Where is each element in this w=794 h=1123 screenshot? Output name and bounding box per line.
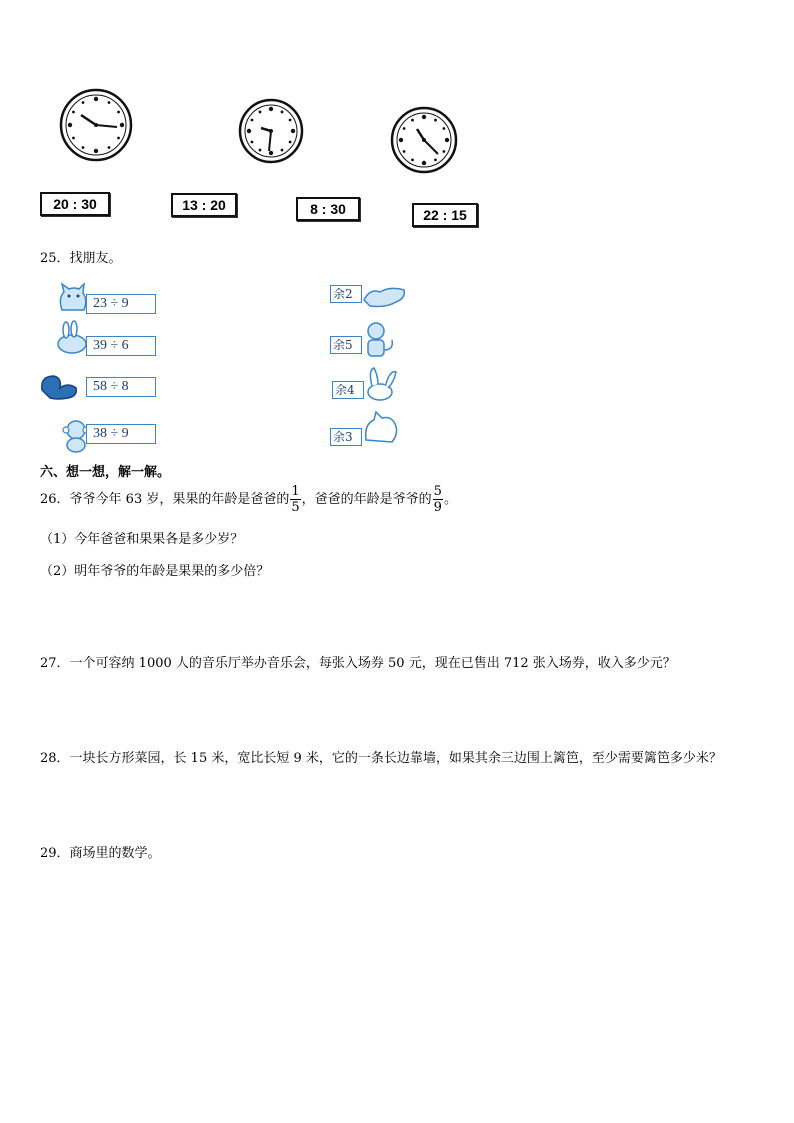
question-28-text: 28．一块长方形菜园，长 15 米，宽比长短 9 米，它的一条长边靠墙，如果其余三边围上篱笆，至少需要篱笆多少米？ xyxy=(40,751,722,766)
clock-tick xyxy=(68,123,72,127)
clock-tick xyxy=(411,119,414,122)
question-26-part3: 。 xyxy=(443,492,457,507)
time-label-2: 13 : 20 xyxy=(171,193,237,217)
clock-3 xyxy=(390,106,458,174)
rabbit-right-icon xyxy=(360,366,400,404)
remainder-card-2: 余5 xyxy=(330,336,362,354)
clock-tick xyxy=(259,111,262,114)
clock-tick xyxy=(281,111,284,114)
remainder-card-4: 余3 xyxy=(330,428,362,446)
clock-tick xyxy=(251,119,254,122)
clock-2 xyxy=(238,98,304,164)
clock-tick xyxy=(443,127,446,130)
clock-tick xyxy=(120,123,124,127)
clock-tick xyxy=(289,141,292,144)
clock-tick xyxy=(403,127,406,130)
clock-tick xyxy=(269,107,273,111)
time-label-1: 20 : 30 xyxy=(40,192,110,216)
remainder-card-3: 余4 xyxy=(332,381,364,399)
remainder-card-1: 余2 xyxy=(330,285,362,303)
squirrel-right-icon xyxy=(360,282,410,312)
clock-tick xyxy=(289,119,292,122)
clock-tick xyxy=(72,137,75,140)
clock-tick xyxy=(434,119,437,122)
question-29-text: 29．商场里的数学。 xyxy=(40,846,161,861)
clock-tick xyxy=(403,150,406,153)
clock-tick xyxy=(434,159,437,162)
clock-tick xyxy=(108,146,111,149)
section-6-heading: 六、想一想，解一解。 xyxy=(40,465,171,480)
clock-tick xyxy=(281,149,284,152)
clock-tick xyxy=(422,161,426,165)
question-27-text: 27．一个可容纳 1000 人的音乐厅举办音乐会，每张入场券 50 元，现在已售出 712 张入场券，收入多少元？ xyxy=(40,656,676,671)
division-card-3: 58 ÷ 8 xyxy=(86,377,156,397)
clock-tick xyxy=(247,129,251,133)
squirrel-icon xyxy=(38,370,82,404)
clock-tick xyxy=(422,115,426,119)
clock-tick xyxy=(94,149,98,153)
question-26-part2: ，爸爸的年龄是爷爷的 xyxy=(301,492,432,507)
time-label-4: 22 : 15 xyxy=(412,203,478,227)
clock-tick xyxy=(117,111,120,114)
clock-tick xyxy=(72,111,75,114)
division-card-4: 38 ÷ 9 xyxy=(86,424,156,444)
clock-tick xyxy=(445,138,449,142)
clock-tick xyxy=(399,138,403,142)
question-26-text xyxy=(40,484,457,515)
clock-tick xyxy=(94,97,98,101)
cat-right-icon xyxy=(362,410,402,446)
monkey-right-icon xyxy=(360,320,396,360)
clock-1 xyxy=(59,88,133,162)
clock-tick xyxy=(411,159,414,162)
time-label-3: 8 : 30 xyxy=(296,197,360,221)
division-card-2: 39 ÷ 6 xyxy=(86,336,156,356)
clock-tick xyxy=(108,101,111,104)
clock-tick xyxy=(443,150,446,153)
fraction-five-ninths: $\frac{5}{9}$ xyxy=(433,484,442,515)
clock-tick xyxy=(291,129,295,133)
question-26-sub2: （2）明年爷爷的年龄是果果的多少倍？ xyxy=(40,564,270,579)
question-26-sub1: （1）今年爸爸和果果各是多少岁？ xyxy=(40,532,244,547)
fraction-one-fifth: $\frac{1}{5}$ xyxy=(291,484,300,515)
question-25-prompt: 25．找朋友。 xyxy=(40,251,122,266)
clock-tick xyxy=(259,149,262,152)
clock-tick xyxy=(269,151,273,155)
clock-tick xyxy=(117,137,120,140)
question-26-part1: 26．爷爷今年 63 岁，果果的年龄是爸爸的 xyxy=(40,492,290,507)
clock-tick xyxy=(82,101,85,104)
clock-tick xyxy=(82,146,85,149)
division-card-1: 23 ÷ 9 xyxy=(86,294,156,314)
clock-tick xyxy=(251,141,254,144)
